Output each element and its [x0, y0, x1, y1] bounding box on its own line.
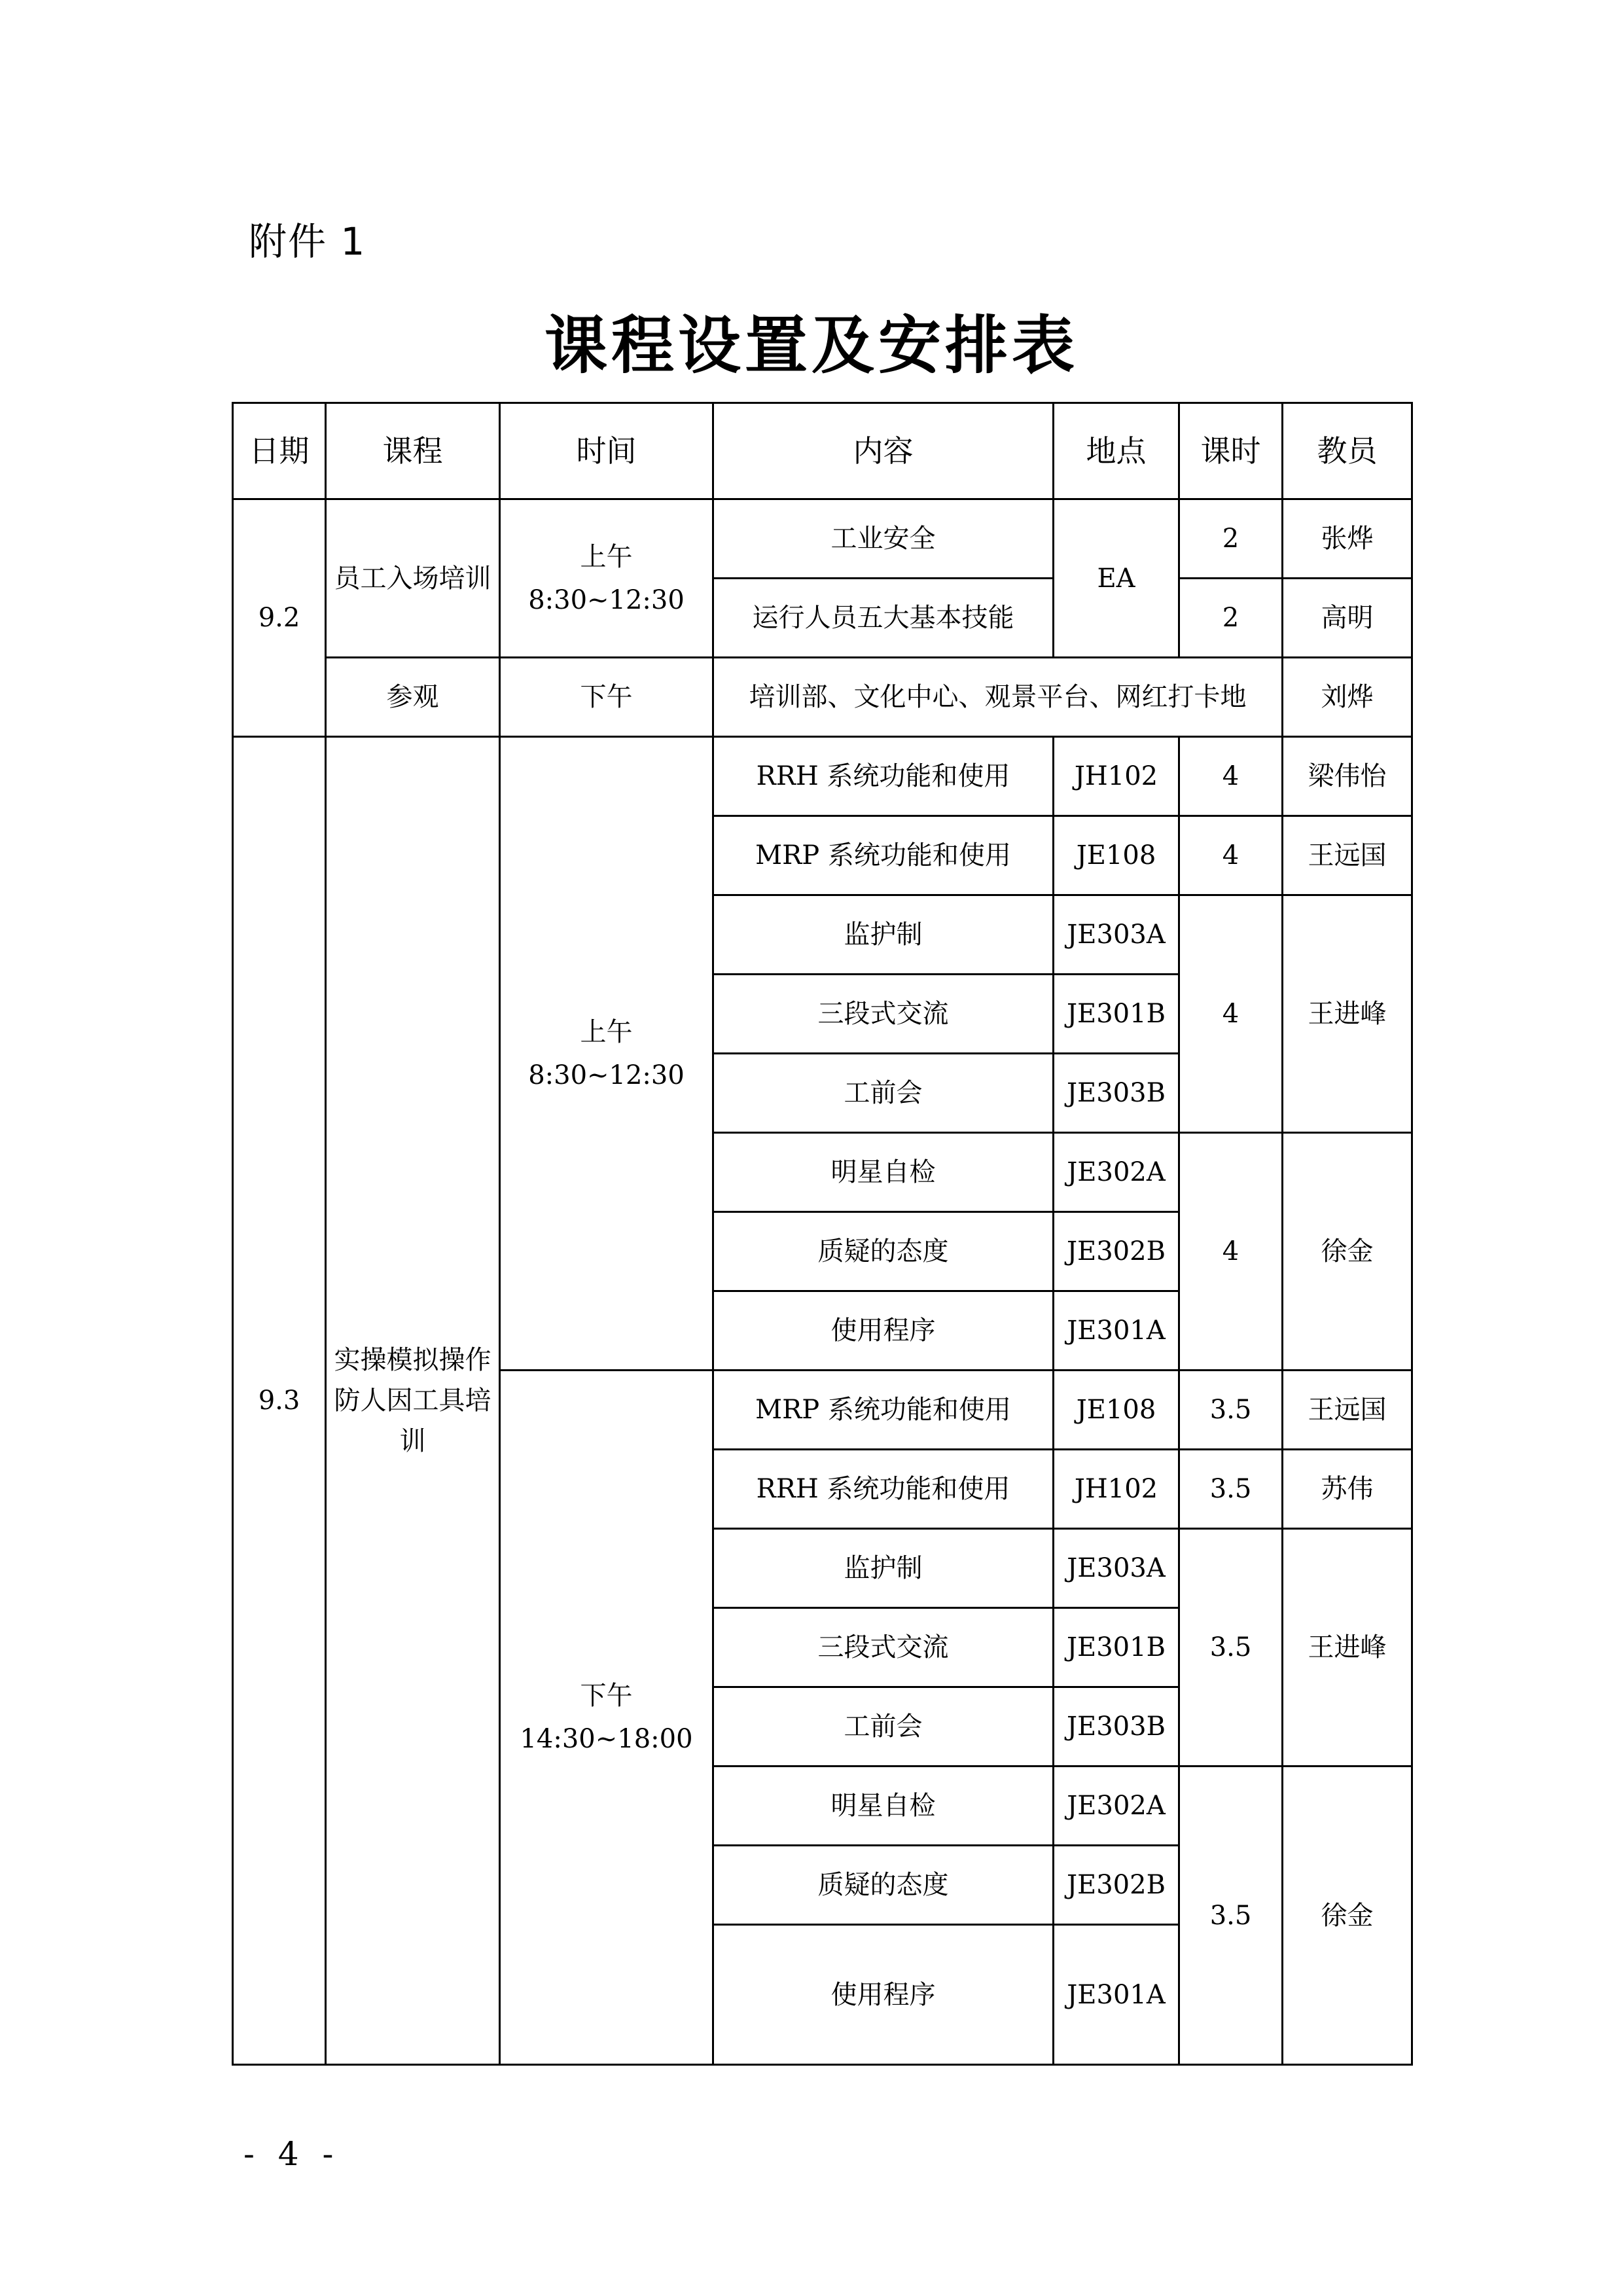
content-cell: MRP 系统功能和使用 — [713, 816, 1054, 895]
course-cell: 参观 — [326, 658, 500, 737]
location-cell: JE302A — [1054, 1133, 1179, 1212]
header-row — [233, 403, 1412, 499]
content-cell: RRH 系统功能和使用 — [713, 737, 1054, 816]
schedule-table — [232, 402, 1413, 2066]
content-cell: 监护制 — [713, 895, 1054, 975]
header-course: 课程 — [326, 403, 500, 499]
date-cell: 9.2 — [233, 499, 326, 737]
header-hours: 课时 — [1179, 403, 1283, 499]
location-cell: JE303A — [1054, 895, 1179, 975]
time-cell: 上午 8:30~12:30 — [500, 737, 713, 1371]
header-time: 时间 — [500, 403, 713, 499]
teacher-cell: 高明 — [1283, 579, 1412, 658]
hours-cell: 4 — [1179, 1133, 1283, 1371]
time-cell: 下午 — [500, 658, 713, 737]
time-cell: 下午 14:30~18:00 — [500, 1371, 713, 2065]
location-cell: JE301A — [1054, 1925, 1179, 2065]
hours-cell: 4 — [1179, 816, 1283, 895]
location-cell: JE301B — [1054, 1608, 1179, 1687]
hours-cell: 3.5 — [1179, 1450, 1283, 1529]
location-cell: JE301A — [1054, 1291, 1179, 1371]
content-cell: 三段式交流 — [713, 1608, 1054, 1687]
hours-cell: 4 — [1179, 895, 1283, 1133]
header-location: 地点 — [1054, 403, 1179, 499]
date-cell: 9.3 — [233, 737, 326, 2065]
location-cell: JE302A — [1054, 1767, 1179, 1846]
page-number: - 4 - — [243, 2135, 340, 2173]
teacher-cell: 苏伟 — [1283, 1450, 1412, 1529]
location-cell: EA — [1054, 499, 1179, 658]
content-cell: 监护制 — [713, 1529, 1054, 1608]
header-teacher: 教员 — [1283, 403, 1412, 499]
hours-cell: 3.5 — [1179, 1767, 1283, 2065]
location-cell: JE301B — [1054, 975, 1179, 1054]
hours-cell: 3.5 — [1179, 1529, 1283, 1767]
teacher-cell: 王进峰 — [1283, 895, 1412, 1133]
content-cell: 工业安全 — [713, 499, 1054, 579]
content-cell: RRH 系统功能和使用 — [713, 1450, 1054, 1529]
header-content: 内容 — [713, 403, 1054, 499]
content-cell: 使用程序 — [713, 1925, 1054, 2065]
location-cell: JE108 — [1054, 816, 1179, 895]
hours-cell: 2 — [1179, 579, 1283, 658]
teacher-cell: 梁伟怡 — [1283, 737, 1412, 816]
hours-cell: 3.5 — [1179, 1371, 1283, 1450]
time-cell: 上午 8:30~12:30 — [500, 499, 713, 658]
location-cell: JE303B — [1054, 1687, 1179, 1767]
hours-cell: 4 — [1179, 737, 1283, 816]
content-cell: 三段式交流 — [713, 975, 1054, 1054]
teacher-cell: 刘烨 — [1283, 658, 1412, 737]
content-cell: 运行人员五大基本技能 — [713, 579, 1054, 658]
content-cell: 培训部、文化中心、观景平台、网红打卡地 — [713, 658, 1283, 737]
course-cell: 实操模拟操作 防人因工具培训 — [326, 737, 500, 2065]
hours-cell: 2 — [1179, 499, 1283, 579]
location-cell: JE302B — [1054, 1846, 1179, 1925]
header-date: 日期 — [233, 403, 326, 499]
table-row — [233, 499, 1412, 579]
teacher-cell: 张烨 — [1283, 499, 1412, 579]
page-title: 课程设置及安排表 — [544, 308, 1079, 382]
content-cell: 质疑的态度 — [713, 1846, 1054, 1925]
table-row — [233, 658, 1412, 737]
course-cell: 员工入场培训 — [326, 499, 500, 658]
location-cell: JH102 — [1054, 1450, 1179, 1529]
teacher-cell: 王远国 — [1283, 1371, 1412, 1450]
content-cell: 质疑的态度 — [713, 1212, 1054, 1291]
teacher-cell: 王进峰 — [1283, 1529, 1412, 1767]
content-cell: 明星自检 — [713, 1767, 1054, 1846]
location-cell: JE303B — [1054, 1054, 1179, 1133]
table-row — [233, 737, 1412, 816]
teacher-cell: 徐金 — [1283, 1133, 1412, 1371]
location-cell: JE303A — [1054, 1529, 1179, 1608]
content-cell: 工前会 — [713, 1687, 1054, 1767]
content-cell: 使用程序 — [713, 1291, 1054, 1371]
location-cell: JE302B — [1054, 1212, 1179, 1291]
content-cell: 明星自检 — [713, 1133, 1054, 1212]
attachment-label: 附件 1 — [249, 219, 366, 264]
location-cell: JH102 — [1054, 737, 1179, 816]
content-cell: 工前会 — [713, 1054, 1054, 1133]
teacher-cell: 王远国 — [1283, 816, 1412, 895]
teacher-cell: 徐金 — [1283, 1767, 1412, 2065]
location-cell: JE108 — [1054, 1371, 1179, 1450]
content-cell: MRP 系统功能和使用 — [713, 1371, 1054, 1450]
